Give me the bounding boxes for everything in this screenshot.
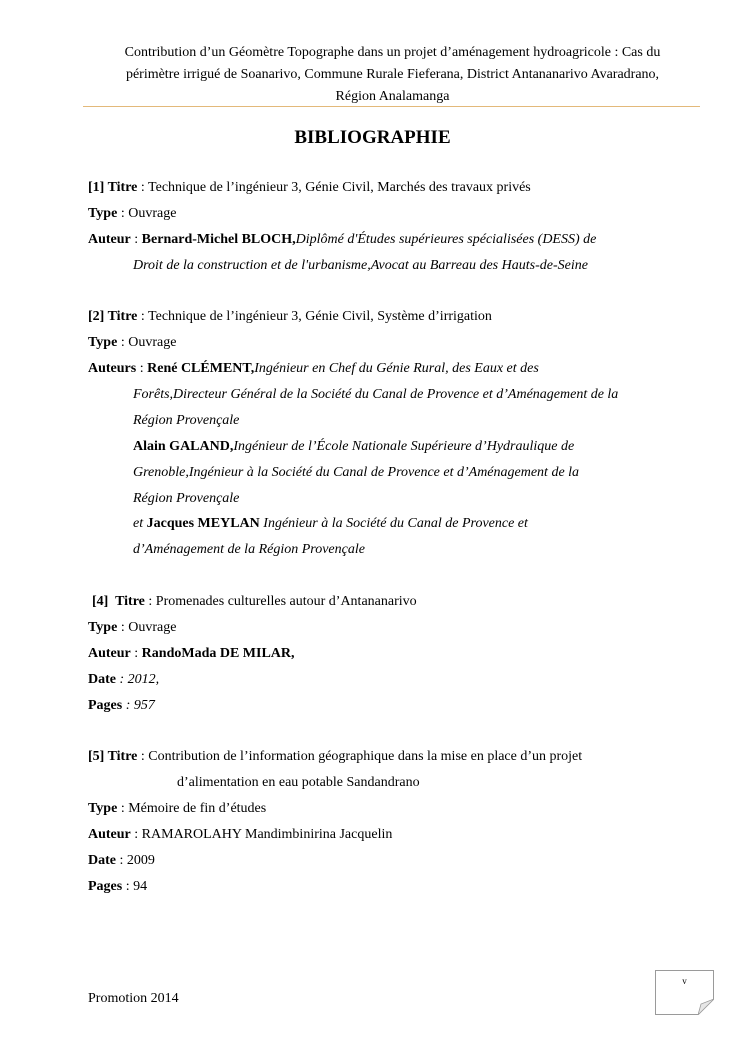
entry-date-line [88, 671, 159, 689]
page-title: BIBLIOGRAPHIE [294, 127, 451, 148]
entry-author-sep: : [130, 232, 142, 247]
page-header [90, 42, 695, 108]
entry-type-text: : Ouvrage [117, 206, 177, 221]
author-3-desc-cont: d’Aménagement de la Région Provençale [133, 542, 365, 557]
entry-type-label: Type [88, 335, 118, 350]
entry-type-label: Type [88, 801, 118, 816]
author-2-desc-cont: Région Provençale [133, 491, 240, 506]
entry-author-label: Auteur [88, 232, 131, 247]
entry-pages-label: Pages [88, 698, 123, 713]
entry-author-sep: : [130, 646, 142, 661]
entry-date-label: Date [88, 853, 116, 868]
page-number-box [655, 970, 714, 1015]
author-3-prefix: et [133, 516, 147, 531]
entry-title-line [92, 593, 417, 611]
entry-title-line [88, 308, 492, 326]
entry-author-label: Auteur [88, 646, 131, 661]
header-divider [83, 106, 700, 107]
author-3-line [133, 515, 528, 533]
author-1-name: René CLÉMENT, [147, 361, 255, 376]
entry-authors-line [88, 360, 539, 378]
entry-pages-line [88, 878, 147, 896]
entry-date-label: Date [88, 672, 116, 687]
entry-authors-sep: : [136, 361, 148, 376]
entry-type-text: : Ouvrage [117, 620, 177, 635]
entry-author-line [88, 826, 392, 844]
entry-pages-text: : 94 [122, 879, 148, 894]
entry-author-name: RandoMada DE MILAR, [141, 646, 295, 661]
entry-number: [4] [92, 594, 109, 609]
entry-type-line [88, 334, 176, 352]
entry-title-label: Titre [107, 749, 138, 764]
author-2-desc-cont: Grenoble,Ingénieur à la Société du Canal de Provence et d’Aménagement de la [133, 465, 580, 480]
entry-title-label: Titre [107, 309, 138, 324]
entry-type-label: Type [88, 206, 118, 221]
entry-pages-label: Pages [88, 879, 123, 894]
header-line-1: Contribution d’un Géomètre Topographe dans un projet d’aménagement hydroagricole : Cas du [124, 45, 661, 60]
entry-type-line [88, 205, 176, 223]
header-line-2: périmètre irrigué de Soanarivo, Commune Rurale Fieferana, District Antananarivo Avaradrano, [125, 67, 660, 82]
author-2-line [133, 438, 574, 456]
entry-title-line [88, 748, 582, 766]
page-curl-icon [698, 999, 714, 1015]
entry-author-desc-cont: Droit de la construction et de l'urbanisme,Avocat au Barreau des Hauts-de-Seine [133, 258, 588, 273]
footer-promotion: Promotion 2014 [88, 991, 179, 1006]
entry-author-label: Auteur [88, 827, 131, 842]
author-2-desc: Ingénieur de l’École Nationale Supérieure d’Hydraulique de [233, 439, 575, 454]
entry-author-name: Bernard-Michel BLOCH, [141, 232, 296, 247]
entry-title-text: : Technique de l’ingénieur 3, Génie Civil, Marchés des travaux privés [137, 180, 531, 195]
entry-number: [2] [88, 309, 105, 324]
entry-type-text: : Ouvrage [117, 335, 177, 350]
entry-author-text: : RAMAROLAHY Mandimbinirina Jacquelin [130, 827, 393, 842]
author-2-name: Alain GALAND, [133, 439, 234, 454]
entry-type-text: : Mémoire de fin d’études [117, 801, 267, 816]
entry-authors-label: Auteurs [88, 361, 137, 376]
entry-title-text: : Promenades culturelles autour d’Antananarivo [144, 594, 417, 609]
entry-pages-text: : 957 [122, 698, 155, 713]
entry-type-line [88, 619, 176, 637]
author-1-desc-cont: Forêts,Directeur Général de la Société du Canal de Provence et d’Aménagement de la [133, 387, 619, 402]
author-1-desc-cont: Région Provençale [133, 413, 240, 428]
entry-date-text: : 2009 [116, 853, 155, 868]
entry-title-cont: d’alimentation en eau potable Sandandrano [177, 775, 420, 790]
entry-type-line [88, 800, 266, 818]
entry-author-line [88, 231, 596, 249]
author-3-name: Jacques MEYLAN [146, 516, 260, 531]
author-1-desc: Ingénieur en Chef du Génie Rural, des Eaux et des [254, 361, 539, 376]
header-line-3: Région Analamanga [335, 89, 450, 104]
author-3-desc: Ingénieur à la Société du Canal de Provence et [259, 516, 528, 531]
entry-title-label: Titre [107, 180, 138, 195]
entry-type-label: Type [88, 620, 118, 635]
entry-title-text: : Contribution de l’information géographique dans la mise en place d’un projet [137, 749, 583, 764]
entry-number: [5] [88, 749, 105, 764]
entry-title-label: Titre [115, 594, 145, 609]
entry-title-text: : Technique de l’ingénieur 3, Génie Civil, Système d’irrigation [137, 309, 492, 324]
entry-date-line [88, 852, 155, 870]
entry-date-text: : 2012, [116, 672, 160, 687]
entry-title-line [88, 179, 531, 197]
entry-author-line [88, 645, 295, 663]
page-number: v [682, 976, 687, 986]
entry-number: [1] [88, 180, 105, 195]
entry-pages-line [88, 697, 155, 715]
entry-author-desc: Diplômé d'Études supérieures spécialisées (DESS) de [295, 232, 597, 247]
